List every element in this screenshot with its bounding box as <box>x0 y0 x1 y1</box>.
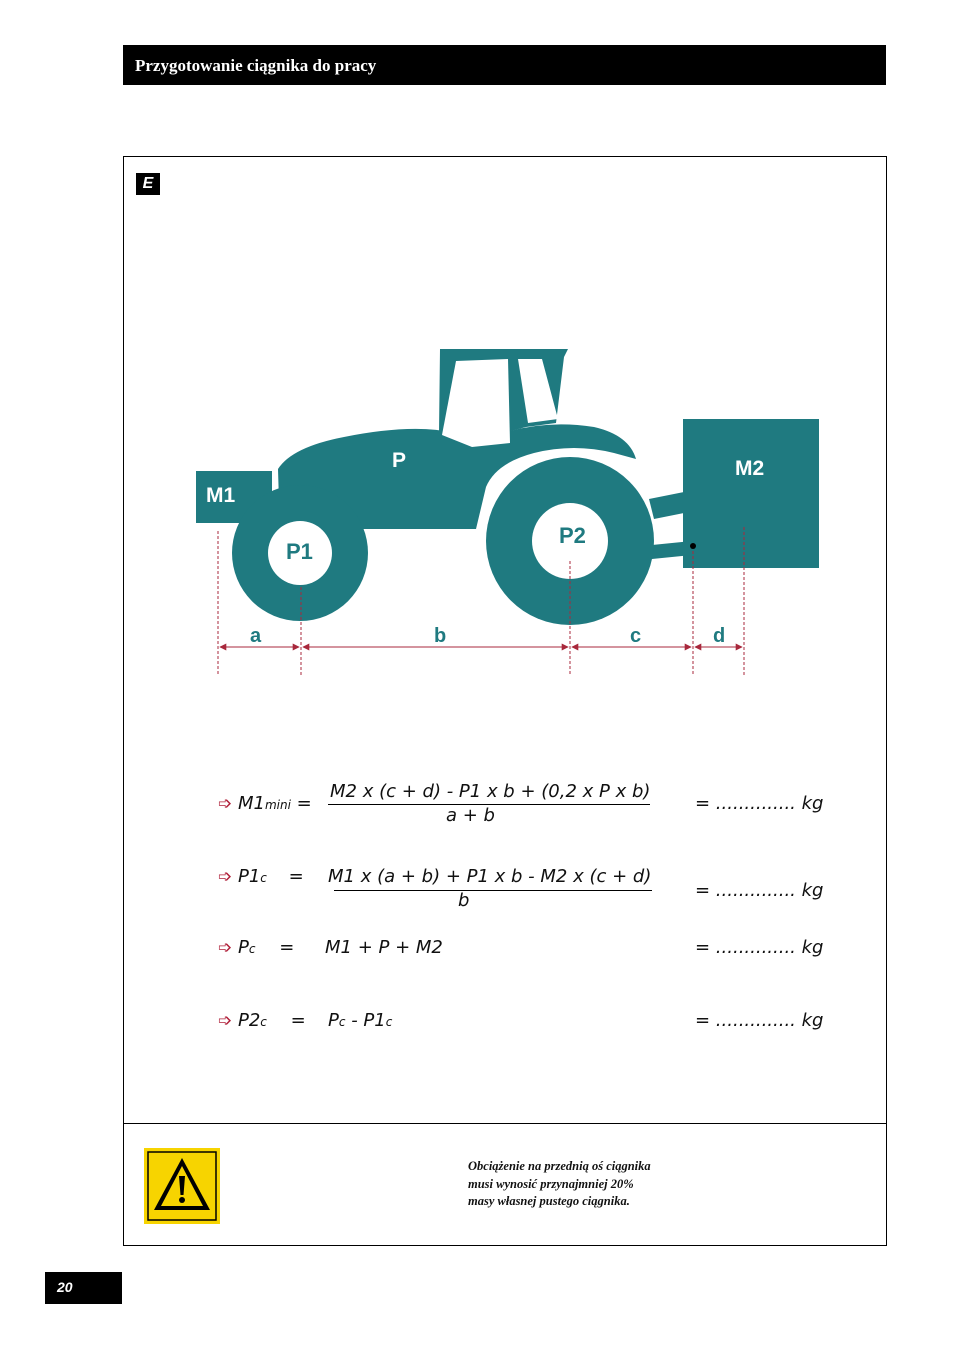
label-b: b <box>434 625 447 647</box>
formula-p2c-rhs: Pc - P1c <box>328 1010 393 1031</box>
hitch-point <box>690 543 696 549</box>
warning-triangle-icon <box>144 1148 220 1224</box>
formula-m1-result: = .............. kg <box>695 793 824 814</box>
label-p: P <box>392 449 407 472</box>
formula-pc-result: = .............. kg <box>695 937 824 958</box>
warning-text: Obciążenie na przednią oś ciągnika musi wynosić przynajmniej 20% masy własnej pustego ciągnika. <box>468 1159 651 1208</box>
section-divider <box>124 1123 886 1124</box>
page-title: Przygotowanie ciągnika do pracy <box>135 56 377 75</box>
page-number: 20 <box>45 1272 122 1304</box>
arrow-icon: ➩ <box>218 794 233 814</box>
label-p1: P1 <box>286 539 313 564</box>
formula-p1c: ➩ P1c = <box>218 866 304 887</box>
formula-p2c: ➩ P2c = <box>218 1010 306 1031</box>
arrow-icon: ➩ <box>218 938 233 958</box>
label-c: c <box>630 625 642 647</box>
formula-p1c-numerator: M1 x (a + b) + P1 x b - M2 x (c + d) <box>328 866 652 887</box>
label-m1: M1 <box>206 484 236 507</box>
fraction-line <box>334 890 652 891</box>
section-badge: E <box>136 173 160 195</box>
hitch-link <box>649 492 684 519</box>
header-bar <box>123 45 886 85</box>
formula-p1c-result: = .............. kg <box>695 880 824 901</box>
formula-m1-mini: ➩ M1mini = <box>218 793 312 814</box>
label-a: a <box>250 625 262 647</box>
label-p2: P2 <box>559 523 586 548</box>
formula-m1-denominator: a + b <box>446 805 495 826</box>
arrow-icon: ➩ <box>218 1011 233 1031</box>
label-m2: M2 <box>735 457 765 480</box>
formula-pc-rhs: M1 + P + M2 <box>325 937 443 958</box>
tractor-diagram <box>124 157 886 717</box>
formula-p1c-denominator: b <box>458 890 470 911</box>
content-frame <box>123 156 887 1246</box>
formula-p2c-result: = .............. kg <box>695 1010 824 1031</box>
label-d: d <box>713 625 726 647</box>
rear-weight <box>683 419 819 568</box>
arrow-icon: ➩ <box>218 867 233 887</box>
formula-pc: ➩ Pc = <box>218 937 295 958</box>
formula-m1-numerator: M2 x (c + d) - P1 x b + (0,2 x P x b) <box>330 781 651 802</box>
